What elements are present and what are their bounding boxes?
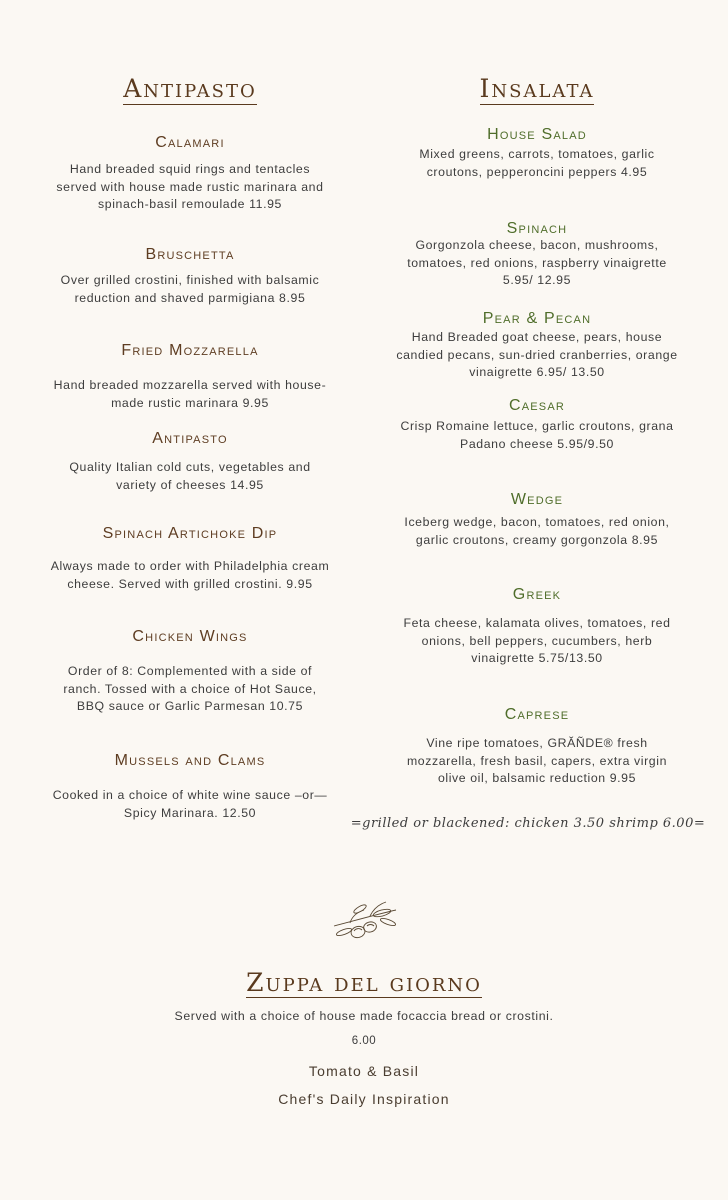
menu-item-name: Calamari [155,134,225,151]
menu-item-description: Hand breaded squid rings and tentacles served with house made rustic marinara and spinach-basil remoulade 11.95 [56,162,324,211]
menu-item-name: Caprese [504,706,570,723]
menu-item-name: Antipasto [152,430,228,447]
menu-item-description: Mixed greens, carrots, tomatoes, garlic croutons, pepperoncini peppers 4.95 [419,147,655,179]
menu-item-description: Hand breaded mozzarella served with house-made rustic marinara 9.95 [53,378,327,410]
menu-item-description: Always made to order with Philadelphia cream cheese. Served with grilled crostini. 9.95 [50,559,330,591]
menu-item-name: Wedge [510,491,564,508]
menu-item-name: House Salad [487,126,587,143]
menu-item-name: Spinach Artichoke Dip [102,525,278,542]
menu-item-description: Quality Italian cold cuts, vegetables and variety of cheeses 14.95 [69,460,311,492]
olive-branch-icon [330,896,400,944]
menu-item-name: Fried Mozzarella [121,342,259,359]
menu-item-description: Over grilled crostini, finished with balsamic reduction and shaved parmigiana 8.95 [60,273,320,305]
zuppa-item: Chef's Daily Inspiration [278,1091,450,1107]
zuppa-item: Tomato & Basil [308,1063,420,1079]
menu-item-name: Bruschetta [145,246,235,263]
insalata-title: Insalata [479,74,595,103]
menu-item-description: Crisp Romaine lettuce, garlic croutons, grana Padano cheese 5.95/9.50 [400,419,674,451]
zuppa-price: 6.00 [351,1035,377,1047]
menu-item-description: Feta cheese, kalamata olives, tomatoes, red onions, bell peppers, cucumbers, herb vinaigrette 5.75/13.50 [403,616,671,665]
menu-item-name: Chicken Wings [132,628,248,645]
menu-item-name: Caesar [508,397,566,414]
antipasto-title: Antipasto [123,74,257,103]
menu-item-description: Iceberg wedge, bacon, tomatoes, red onion, garlic croutons, creamy gorgonzola 8.95 [404,515,670,547]
zuppa-title: Zuppa del giorno [246,968,482,997]
menu-item-description: Order of 8: Complemented with a side of ranch. Tossed with a choice of Hot Sauce, BBQ sauce or Garlic Parmesan 10.75 [63,664,317,713]
menu-item-description: Hand Breaded goat cheese, pears, house candied pecans, sun-dried cranberries, orange vinaigrette 6.95/ 13.50 [396,330,678,379]
menu-item-name: Spinach [506,220,568,237]
zuppa-description: Served with a choice of house made focaccia bread or crostini. [174,1009,554,1023]
menu-item-description: Vine ripe tomatoes, GRĂÑDE® fresh mozzarella, fresh basil, capers, extra virgin olive oil, balsamic reduction 9.95 [406,736,668,785]
menu-item-name: Pear & Pecan [482,310,592,327]
menu-item-description: Gorgonzola cheese, bacon, mushrooms, tomatoes, red onions, raspberry vinaigrette 5.95/ 12.95 [407,238,667,287]
protein-addon-note: =grilled or blackened: chicken 3.50 shrimp 6.00= [350,816,706,831]
menu-item-name: Greek [512,586,562,603]
menu-item-name: Mussels and Clams [114,752,266,769]
menu-item-description: Cooked in a choice of white wine sauce –or— Spicy Marinara. 12.50 [52,788,328,820]
